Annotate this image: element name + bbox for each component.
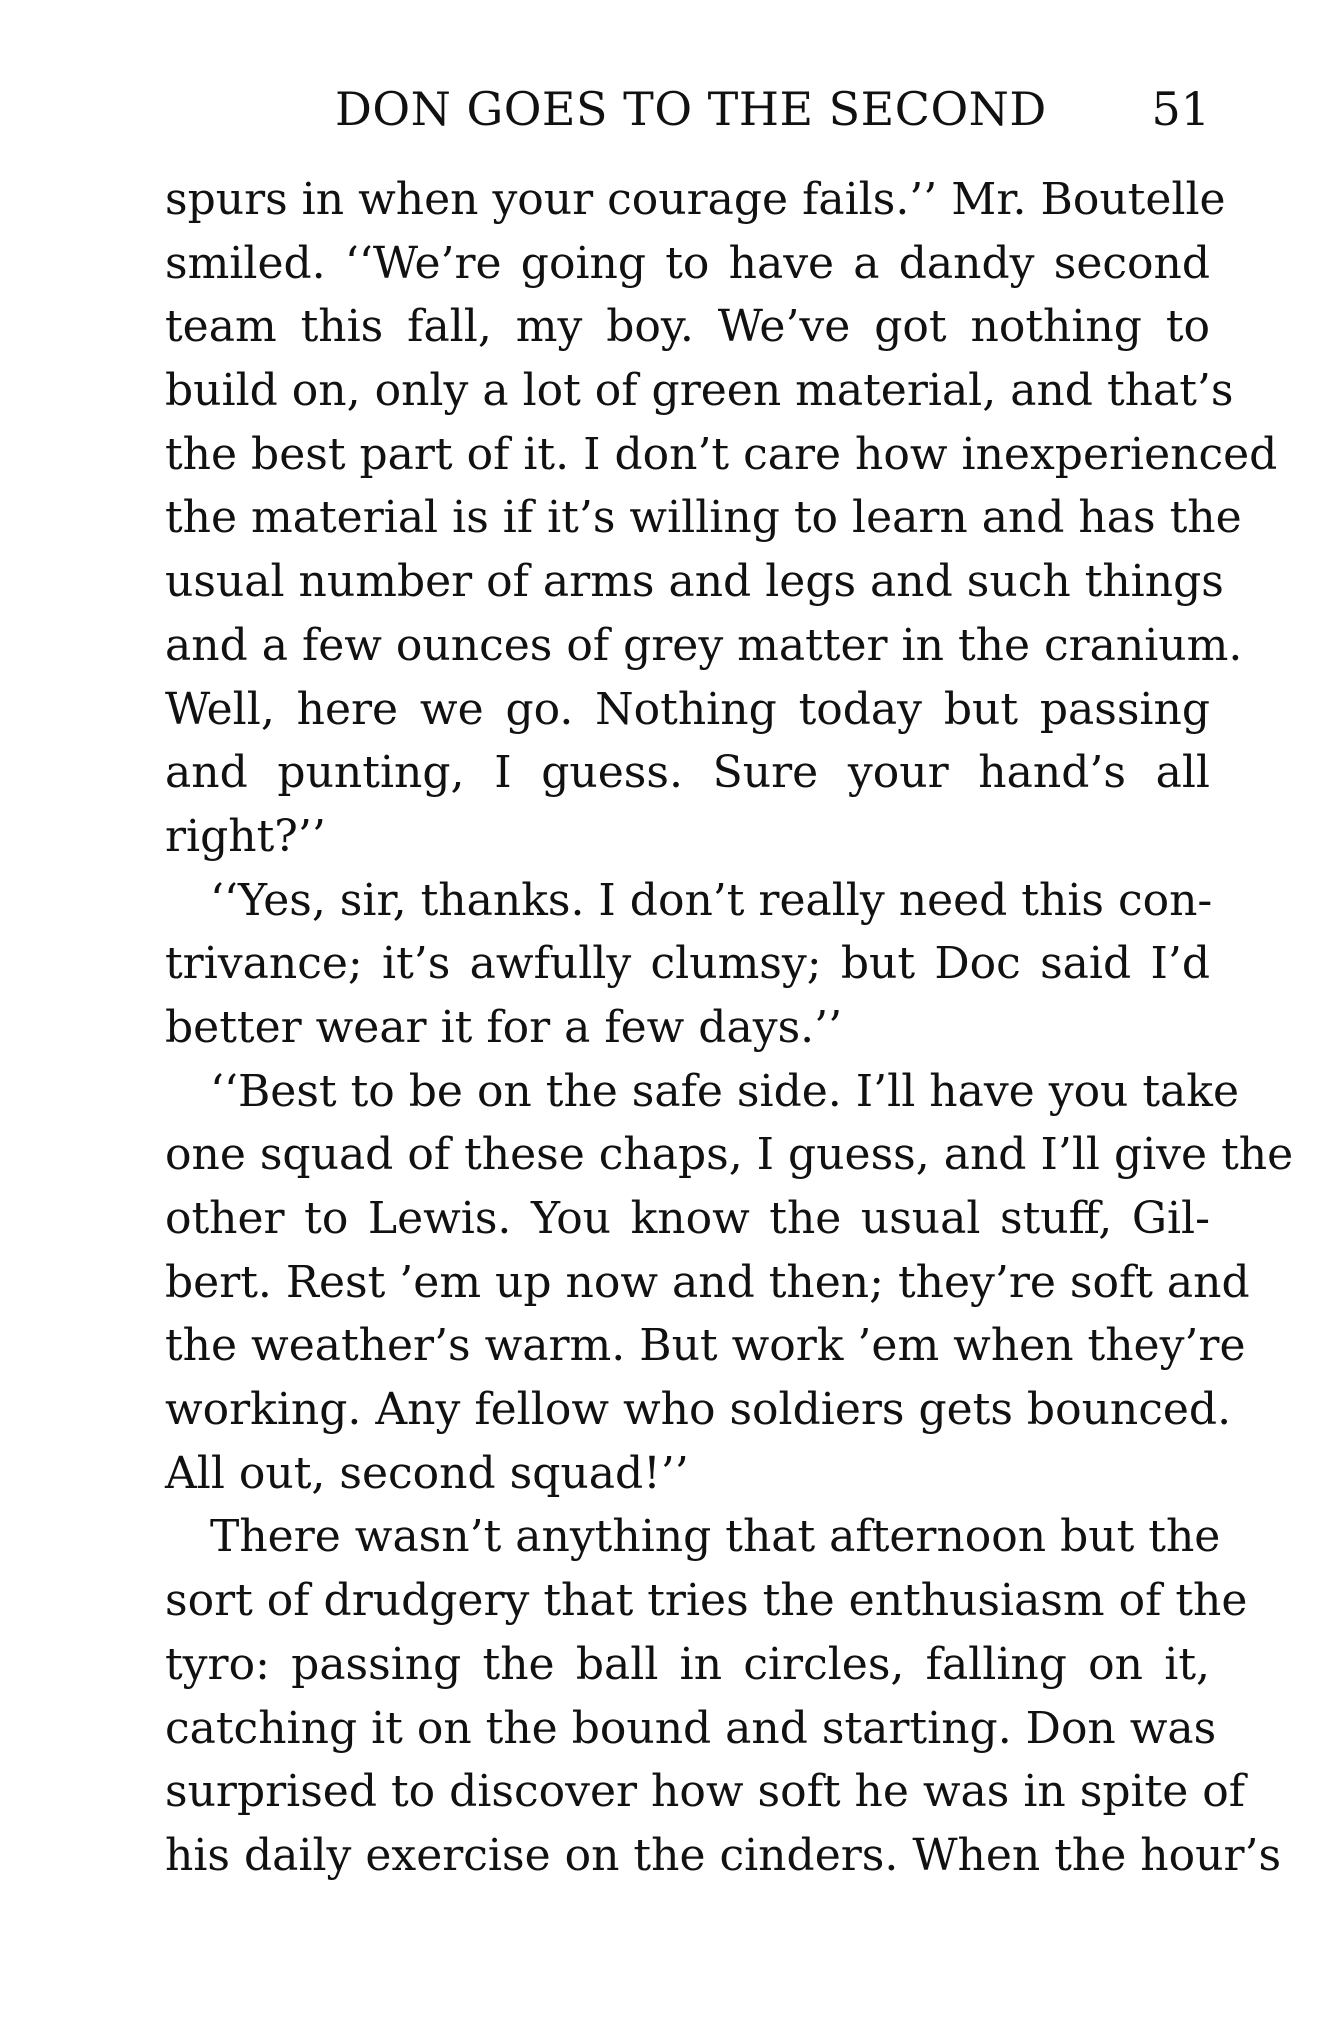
text-line: bert. Rest ’em up now and then; they’re soft and xyxy=(165,1256,1250,1308)
text-line: catching it on the bound and starting. Don was xyxy=(165,1702,1217,1754)
text-line: build on, only a lot of green material, and that’s xyxy=(165,365,1234,417)
text-line: his daily exercise on the cinders. When the hour’s xyxy=(165,1829,1282,1881)
text-line: All out, second squad!’’ xyxy=(165,1447,689,1499)
text-line: smiled. ‘‘We’re going to have a dandy second xyxy=(165,237,1210,289)
page-number: 51 xyxy=(1151,82,1210,136)
text-line: There wasn’t anything that afternoon but the xyxy=(210,1511,1221,1563)
text-line: ‘‘Yes, sir, thanks. I don’t really need this con- xyxy=(210,874,1213,926)
text-line: surprised to discover how soft he was in spite of xyxy=(165,1766,1246,1818)
text-line: the material is if it’s willing to learn and has the xyxy=(165,492,1242,544)
text-line: tyro: passing the ball in circles, falling on it, xyxy=(165,1638,1210,1690)
page-header xyxy=(165,82,1210,142)
text-line: sort of drudgery that tries the enthusiasm of the xyxy=(165,1575,1248,1627)
text-line: Well, here we go. Nothing today but passing xyxy=(165,683,1210,735)
text-line: better wear it for a few days.’’ xyxy=(165,1001,843,1053)
text-line: other to Lewis. You know the usual stuff, Gil- xyxy=(165,1193,1210,1244)
text-line: the weather’s warm. But work ’em when they’re xyxy=(165,1320,1246,1372)
text-line: the best part of it. I don’t care how inexperienced xyxy=(165,428,1278,480)
text-line: usual number of arms and legs and such things xyxy=(165,556,1224,608)
text-line: working. Any fellow who soldiers gets bounced. xyxy=(165,1384,1232,1436)
text-line: one squad of these chaps, I guess, and I’ll give the xyxy=(165,1129,1294,1181)
text-line: ‘‘Best to be on the safe side. I’ll have you take xyxy=(210,1065,1239,1117)
text-line: team this fall, my boy. We’ve got nothing to xyxy=(165,301,1210,353)
text-line: and a few ounces of grey matter in the cranium. xyxy=(165,619,1243,671)
text-line: trivance; it’s awfully clumsy; but Doc said I’d xyxy=(165,938,1210,990)
running-title: DON GOES TO THE SECOND xyxy=(335,82,1047,136)
body-text xyxy=(165,168,1294,1888)
text-line: spurs in when your courage fails.’’ Mr. Boutelle xyxy=(165,174,1226,225)
text-line: and punting, I guess. Sure your hand’s all xyxy=(165,747,1210,799)
text-line: right?’’ xyxy=(165,810,326,862)
